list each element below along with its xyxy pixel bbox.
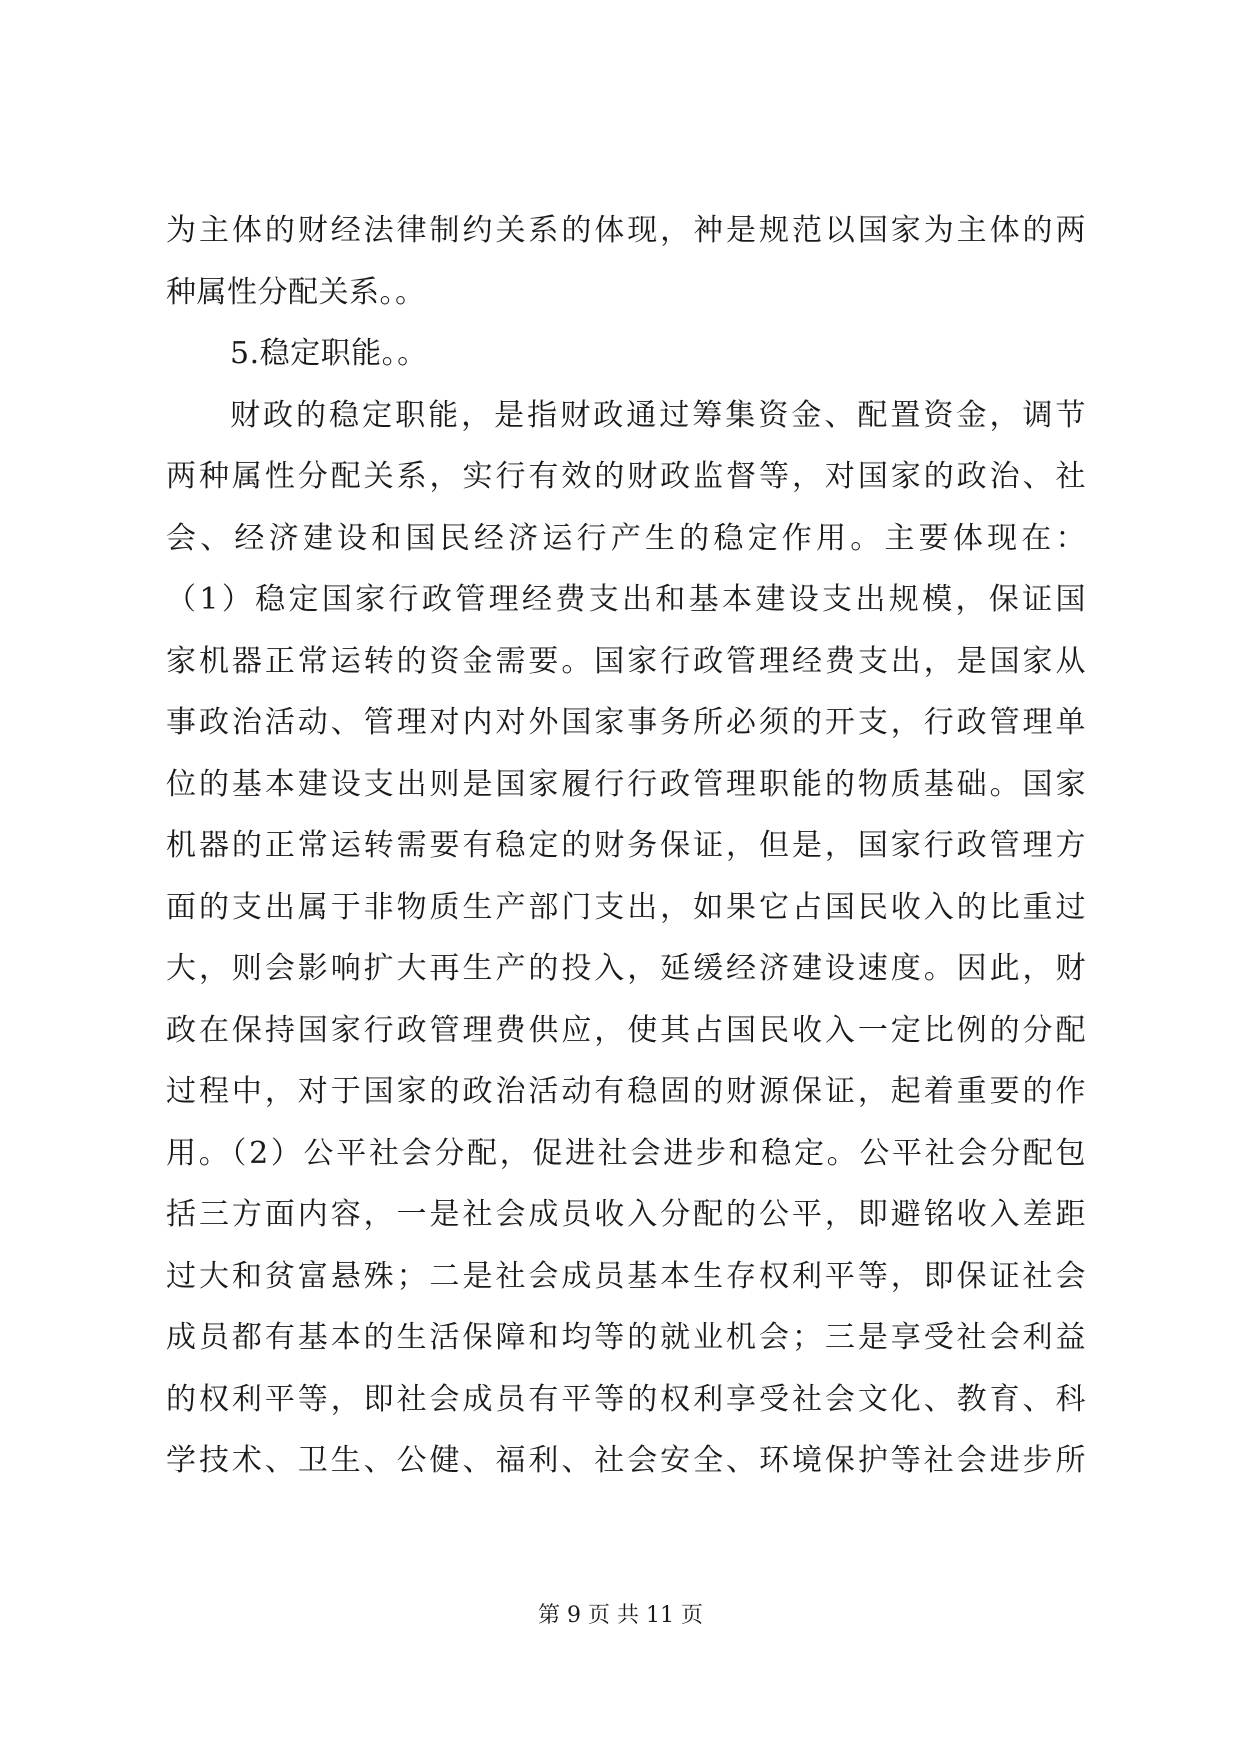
text-line: 位的基本建设支出则是国家履行行政管理职能的物质基础。国家: [166, 766, 1086, 802]
text-line: 两种属性分配关系，实行有效的财政监督等，对国家的政治、社: [166, 459, 1086, 494]
text-line: 种属性分配关系。。: [166, 274, 426, 310]
body-text: [166, 200, 1086, 1492]
text-line: 大，则会影响扩大再生产的投入，延缓经济建设速度。因此，财: [166, 951, 1086, 986]
page-number-footer: 第 9 页 共 11 页: [538, 1603, 703, 1628]
text-line: 用。（2）公平社会分配，促进社会进步和稳定。公平社会分配包: [166, 1135, 1086, 1171]
text-line: 政在保持国家行政管理费供应，使其占国民收入一定比例的分配: [166, 1012, 1086, 1048]
text-line: 过大和贫富悬殊；二是社会成员基本生存权利平等，即保证社会: [166, 1258, 1086, 1294]
paragraph-first-line: 财政的稳定职能，是指财政通过筹集资金、配置资金，调节: [230, 397, 1086, 433]
text-line: 学技术、卫生、公健、福利、社会安全、环境保护等社会进步所: [166, 1443, 1086, 1478]
section-heading: 5.稳定职能。。: [230, 336, 428, 371]
text-line: 事政治活动、管理对内对外国家事务所必须的开支，行政管理单: [166, 705, 1086, 740]
text-line: 为主体的财经法律制约关系的体现，衶是规范以国家为主体的两: [166, 213, 1086, 248]
text-line: 会、经济建设和国民经济运行产生的稳定作用。主要体现在：: [166, 520, 1086, 556]
text-line: 家机器正常运转的资金需要。国家行政管理经费支出，是国家从: [166, 643, 1086, 679]
text-line: （1）稳定国家行政管理经费支出和基本建设支出规模，保证国: [166, 582, 1086, 617]
text-line: 括三方面内容，一是社会成员收入分配的公平，即避铭收入差距: [166, 1197, 1086, 1232]
text-line: 过程中，对于国家的政治活动有稳固的财源保证，起着重要的作: [166, 1074, 1086, 1109]
text-line: 的权利平等，即社会成员有平等的权利享受社会文化、教育、科: [166, 1381, 1086, 1417]
text-line: 机器的正常运转需要有稳定的财务保证，但是，国家行政管理方: [166, 828, 1086, 863]
text-line: 面的支出属于非物质生产部门支出，如果它占国民收入的比重过: [166, 889, 1086, 925]
text-line: 成员都有基本的生活保障和均等的就业机会；三是享受社会利益: [166, 1320, 1086, 1355]
